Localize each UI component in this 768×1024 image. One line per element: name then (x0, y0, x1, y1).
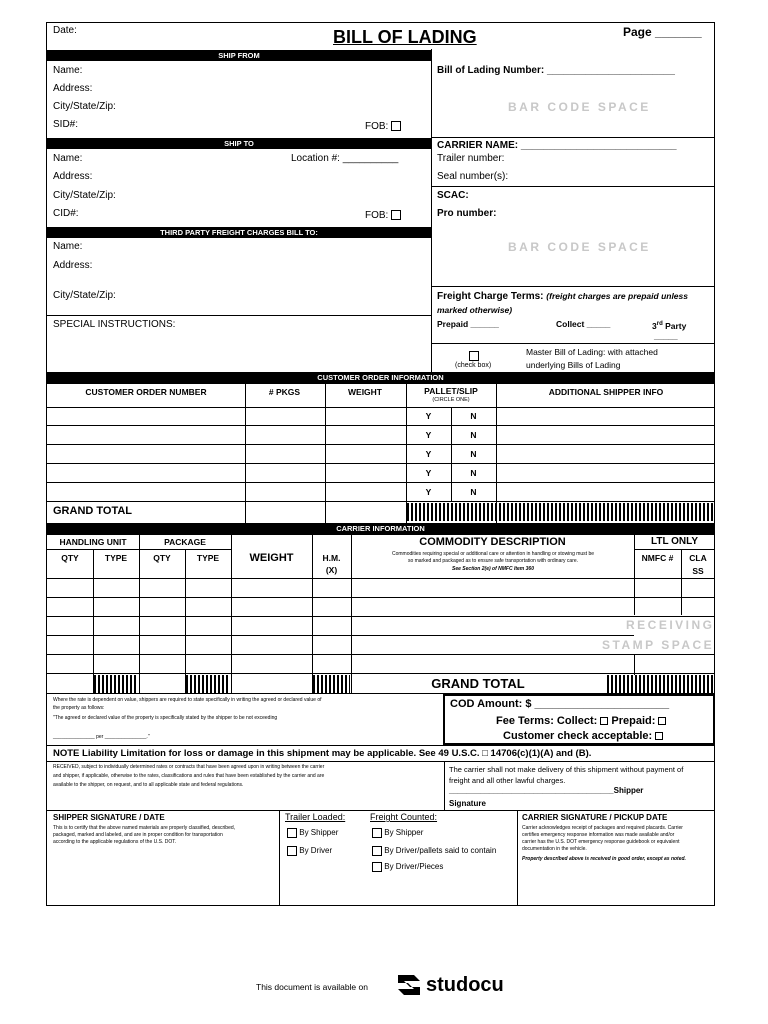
trailer-number[interactable]: Trailer number: (437, 153, 505, 164)
freight-terms-note-2: marked otherwise) (437, 305, 513, 315)
option-label: By Shipper (299, 828, 339, 837)
divider (431, 286, 715, 287)
fee-collect-label: Fee Terms: Collect: (496, 715, 598, 727)
third-party-line: _____ (654, 331, 678, 341)
third-party-name[interactable]: Name: (53, 241, 83, 252)
freight-counted-pieces[interactable] (372, 861, 443, 873)
col-hm-x: (X) (325, 565, 338, 575)
table-line (46, 407, 715, 408)
grand-total-carrier: GRAND TOTAL (431, 676, 525, 691)
cod-amount[interactable]: COD Amount: $ ______________________ (450, 698, 670, 710)
received-line-3: available to the shipper, on request, and to all applicable state and federal regulations. (53, 782, 244, 788)
shipper-signature-line[interactable]: _____________________________________Shipper (449, 786, 644, 795)
fob-label: FOB: (365, 121, 389, 132)
third-rest: Party (662, 320, 687, 331)
col-hm: H.M. (322, 553, 341, 563)
divider (444, 761, 445, 810)
studocu-brand[interactable]: studocu (426, 974, 504, 996)
col-line (231, 534, 232, 693)
commodity-note-1: Commodities requiring special or additional care or attention in handling or stowing must be (391, 551, 595, 557)
stamp-space: STAMP SPACE (602, 638, 715, 652)
carrier-name[interactable]: CARRIER NAME: ____________________________ (437, 140, 677, 151)
customer-check-label: Customer check acceptable: (503, 730, 653, 742)
special-instructions[interactable]: SPECIAL INSTRUCTIONS: (53, 319, 176, 330)
col-carrier-weight: WEIGHT (249, 552, 294, 564)
shipper-sig-text-2: packaged, marked and labeled, and are in proper condition for transportation (53, 832, 223, 838)
checkbox[interactable] (372, 828, 382, 838)
divider (431, 343, 715, 344)
third-party-bar: THIRD PARTY FREIGHT CHARGES BILL TO: (47, 227, 431, 238)
col-class: CLA (689, 553, 707, 563)
col-hu-type: TYPE (104, 553, 128, 563)
trailer-loaded-shipper[interactable] (287, 827, 338, 839)
col-commodity: COMMODITY DESCRIPTION (419, 536, 566, 548)
yes-option[interactable]: Y (425, 468, 432, 478)
fob-label: FOB: (365, 210, 389, 221)
carrier-sig-text-4: documentation in the vehicle. (522, 846, 587, 852)
col-line (325, 383, 326, 523)
table-line (46, 654, 715, 655)
value-line-1: Where the rate is dependent on value, shippers are required to state specifically in writing the agreed or declared value of (53, 697, 322, 703)
bol-number[interactable]: Bill of Lading Number: _______________________ (437, 65, 675, 76)
third-sup: rd (656, 321, 663, 327)
fee-terms (496, 715, 666, 727)
master-bol-line1: Master Bill of Lading: with attached (526, 347, 658, 357)
carrier-sig-text-5: Property described above is received in good order, except as noted. (522, 856, 686, 862)
freight-counted-title: Freight Counted: (370, 812, 438, 822)
ship-to-cid[interactable]: CID#: (53, 208, 79, 219)
ship-from-name[interactable]: Name: (53, 65, 83, 76)
divider (431, 186, 715, 187)
col-nmfc: NMFC # (641, 553, 674, 563)
yes-option[interactable]: Y (425, 487, 432, 497)
col-pkg-qty: QTY (153, 553, 171, 563)
hatch-hu-type (94, 675, 138, 693)
received-line-2: and shipper, if applicable, otherwise to the rates, classifications and rules that have been established by the carrier and are (53, 773, 325, 779)
col-customer-order: CUSTOMER ORDER NUMBER (85, 387, 207, 397)
seal-numbers[interactable]: Seal number(s): (437, 171, 509, 182)
value-line-4[interactable]: _______________ per _______________." (53, 734, 150, 740)
value-line-3: "The agreed or declared value of the property is specifically stated by the shipper to be not exceeding (53, 715, 278, 721)
col-package: PACKAGE (164, 537, 206, 547)
ship-from-address[interactable]: Address: (53, 83, 93, 94)
col-line (185, 549, 186, 693)
fee-prepaid-checkbox[interactable] (658, 717, 666, 725)
grand-total-hatch (407, 503, 714, 521)
date-label: Date: (53, 25, 77, 36)
prepaid-field[interactable]: Prepaid ______ (437, 319, 499, 329)
checkbox[interactable] (372, 846, 382, 856)
col-hu-qty: QTY (61, 553, 79, 563)
col-weight: WEIGHT (348, 387, 382, 397)
carrier-note-2: freight and all other lawful charges. (449, 776, 566, 785)
ship-from-fob (365, 121, 401, 133)
carrier-sig-text-1: Carrier acknowledges receipt of packages and required placards. Carrier (522, 825, 683, 831)
col-line (139, 534, 140, 693)
ship-to-fob (365, 210, 401, 222)
table-line (46, 383, 715, 384)
ship-to-address[interactable]: Address: (53, 171, 93, 182)
fee-prepaid-label: Prepaid: (611, 715, 656, 727)
shipper-signature-title[interactable]: SHIPPER SIGNATURE / DATE (53, 813, 165, 822)
divider (431, 137, 715, 138)
no-option[interactable]: N (470, 411, 477, 421)
ship-from-city[interactable]: City/State/Zip: (53, 101, 116, 112)
col-line (634, 534, 635, 615)
col-pallet-slip-sub: (CIRCLE ONE) (432, 397, 470, 403)
option-label: By Driver/Pieces (384, 862, 444, 871)
shipper-signature-label: Signature (449, 799, 486, 808)
yes-option[interactable]: Y (425, 430, 432, 440)
table-line (46, 482, 715, 483)
carrier-note-1: The carrier shall not make delivery of this shipment without payment of (449, 765, 684, 774)
customer-check (503, 730, 663, 742)
trailer-loaded-title: Trailer Loaded: (285, 812, 346, 822)
col-class-2: SS (692, 566, 704, 576)
table-line (46, 444, 715, 445)
yes-option[interactable]: Y (425, 449, 432, 459)
hatch-pkg-type (186, 675, 230, 693)
customer-order-bar: CUSTOMER ORDER INFORMATION (47, 372, 714, 383)
option-label: By Driver (299, 846, 333, 855)
no-option[interactable]: N (470, 487, 477, 497)
shipper-sig-text-3: according to the applicable regulations of the U.S. DOT. (53, 839, 177, 845)
col-line (312, 534, 313, 693)
col-line (496, 383, 497, 523)
fob-checkbox[interactable] (391, 210, 401, 220)
ship-from-sid[interactable]: SID#: (53, 119, 79, 130)
freight-counted-shipper[interactable] (372, 827, 423, 839)
option-label: By Shipper (384, 828, 424, 837)
table-line (46, 501, 715, 502)
divider (279, 810, 280, 906)
received-line-1: RECEIVED, subject to individually determined rates or contracts that have been agreed upon in writing between the carrier (53, 764, 325, 770)
yes-option[interactable]: Y (425, 411, 432, 421)
hatch-hm (313, 675, 350, 693)
scac[interactable]: SCAC: (437, 190, 469, 201)
fob-checkbox[interactable] (391, 121, 401, 131)
checkbox[interactable] (287, 828, 297, 838)
freight-counted-pallets[interactable] (372, 845, 496, 857)
third-party-address[interactable]: Address: (53, 260, 93, 271)
col-pallet-slip: PALLET/SLIP (424, 386, 478, 396)
divider (46, 315, 431, 316)
ship-from-bar: SHIP FROM (47, 50, 431, 61)
collect-field[interactable]: Collect _____ (556, 319, 611, 329)
ship-to-location[interactable]: Location #: __________ (291, 153, 399, 164)
col-additional-info: ADDITIONAL SHIPPER INFO (548, 387, 664, 397)
commodity-note-3: See Section 2(e) of NMFC Item 360 (452, 566, 534, 572)
freight-terms (437, 290, 688, 303)
shipper-sig-text-1: This is to certify that the above named materials are properly classified, described, (53, 825, 236, 831)
page-label: Page _______ (623, 25, 702, 39)
trailer-loaded-driver[interactable] (287, 845, 332, 857)
no-option[interactable]: N (470, 430, 477, 440)
footer-available: This document is available on (256, 982, 368, 992)
col-pkgs: # PKGS (268, 387, 301, 397)
third-party-city[interactable]: City/State/Zip: (53, 290, 116, 301)
liability-note: NOTE Liability Limitation for loss or damage in this shipment may be applicable. See 49 U.S.C. □ 14706(c)(1)(A) and (B). (53, 748, 592, 759)
third-num: 3 (652, 320, 657, 331)
table-line (634, 549, 715, 550)
freight-terms-label: Freight Charge Terms: (437, 291, 544, 302)
table-line (46, 597, 715, 598)
col-line (351, 534, 352, 693)
col-line (245, 383, 246, 523)
check-box-label: (check box) (455, 362, 492, 369)
freight-terms-note: (freight charges are prepaid unless (546, 291, 688, 301)
col-line (681, 549, 682, 615)
checkbox[interactable] (287, 846, 297, 856)
studocu-logo-icon[interactable] (394, 969, 424, 1001)
main-divider (431, 49, 432, 372)
carrier-signature-title[interactable]: CARRIER SIGNATURE / PICKUP DATE (522, 813, 668, 822)
checkbox[interactable] (372, 862, 382, 872)
carrier-sig-text-2: certifies emergency response information was made available and/or (522, 832, 675, 838)
no-option[interactable]: N (470, 468, 477, 478)
divider (46, 745, 715, 746)
col-pkg-type: TYPE (196, 553, 220, 563)
grand-total-orders: GRAND TOTAL (53, 505, 133, 517)
table-line (46, 463, 715, 464)
value-line-2: the property as follows: (53, 705, 105, 711)
receiving-stamp: RECEIVING (626, 618, 715, 632)
commodity-note-2: so marked and packaged as to ensure safe transportation with ordinary care. (407, 558, 579, 564)
table-line (46, 635, 634, 636)
divider (517, 810, 518, 906)
ship-to-city[interactable]: City/State/Zip: (53, 190, 116, 201)
carrier-sig-text-3: carrier has the U.S. DOT emergency response guidebook or equivalent (522, 839, 680, 845)
ship-to-bar: SHIP TO (47, 138, 431, 149)
table-line (46, 673, 715, 674)
col-ltl-only: LTL ONLY (650, 536, 699, 547)
barcode-space-1: BAR CODE SPACE (508, 100, 651, 114)
divider (46, 761, 715, 762)
customer-check-checkbox[interactable] (655, 732, 663, 740)
table-line (46, 616, 715, 617)
pro-number[interactable]: Pro number: (437, 208, 497, 219)
fee-collect-checkbox[interactable] (600, 717, 608, 725)
col-line (93, 549, 94, 693)
ship-to-name[interactable]: Name: (53, 153, 83, 164)
col-handling-unit: HANDLING UNIT (59, 537, 127, 547)
table-line (46, 578, 715, 579)
no-option[interactable]: N (470, 449, 477, 459)
carrier-info-bar: CARRIER INFORMATION (47, 523, 714, 534)
barcode-space-2: BAR CODE SPACE (508, 240, 651, 254)
hatch-ltl (607, 675, 714, 693)
table-line (46, 534, 715, 535)
master-bol-line2: underlying Bills of Lading (526, 360, 621, 370)
table-line (46, 425, 715, 426)
form-title: BILL OF LADING (333, 27, 477, 47)
option-label: By Driver/pallets said to contain (384, 846, 497, 855)
